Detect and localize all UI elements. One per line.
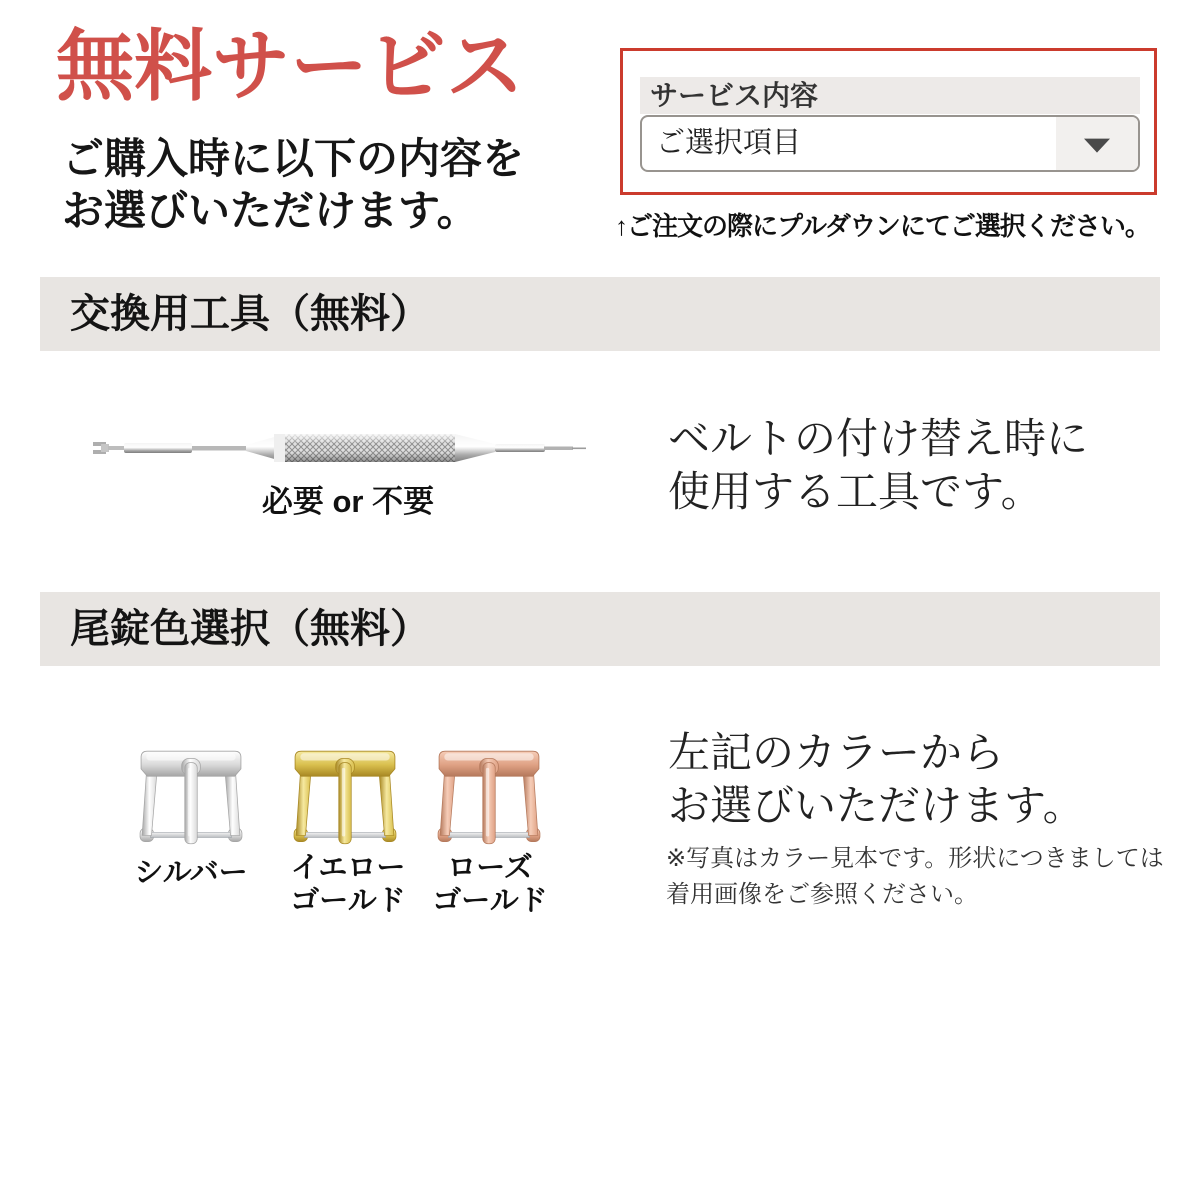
service-dropdown-value: ご選択項目 — [656, 127, 802, 159]
subtitle-line-2: お選びいただけます。 — [62, 187, 479, 235]
tool-section-heading: 交換用工具（無料） — [70, 292, 430, 336]
buckle-description — [668, 727, 1085, 833]
buckle-section-heading: 尾錠色選択（無料） — [70, 607, 430, 651]
buckle-label-silver: シルバー — [134, 857, 248, 889]
buckle-label-yellow-gold: イエロー ゴールド — [290, 852, 406, 918]
buckle-description-line-2: お選びいただけます。 — [668, 781, 1085, 829]
page-title: 無料サービス — [56, 22, 525, 110]
spring-bar-tool-image — [88, 420, 588, 476]
buckle-note-line-1: ※写真はカラー見本です。形状につきましては — [666, 845, 1164, 872]
buckle-image-yellow-gold — [293, 748, 397, 848]
section-bar-tool — [40, 277, 1160, 351]
buckle-description-line-1: 左記のカラーから — [668, 729, 1005, 776]
tool-description — [668, 413, 1088, 519]
buckle-image-rose-gold — [437, 748, 541, 848]
tool-description-line-1: ベルトの付け替え時に — [668, 415, 1089, 462]
service-dropdown[interactable] — [640, 115, 1140, 172]
chevron-down-icon — [1084, 138, 1110, 152]
buckle-image-silver — [139, 748, 243, 848]
service-select-panel — [620, 48, 1157, 195]
subtitle-line-1: ご購入時に以下の内容を — [62, 135, 525, 182]
buckle-note — [666, 841, 1164, 913]
service-select-label: サービス内容 — [640, 77, 1140, 114]
tool-description-line-2: 使用する工具です。 — [668, 467, 1043, 515]
pulldown-instruction: ↑ご注文の際にプルダウンにてご選択ください。 — [615, 211, 1150, 241]
buckle-note-line-2: 着用画像をご参照ください。 — [666, 881, 978, 908]
page-subtitle — [62, 133, 524, 237]
service-dropdown-arrow-zone[interactable] — [1056, 117, 1138, 170]
tool-caption: 必要 or 不要 — [261, 484, 435, 519]
buckle-label-rose-gold: ローズ ゴールド — [432, 852, 548, 918]
section-bar-buckle — [40, 592, 1160, 666]
